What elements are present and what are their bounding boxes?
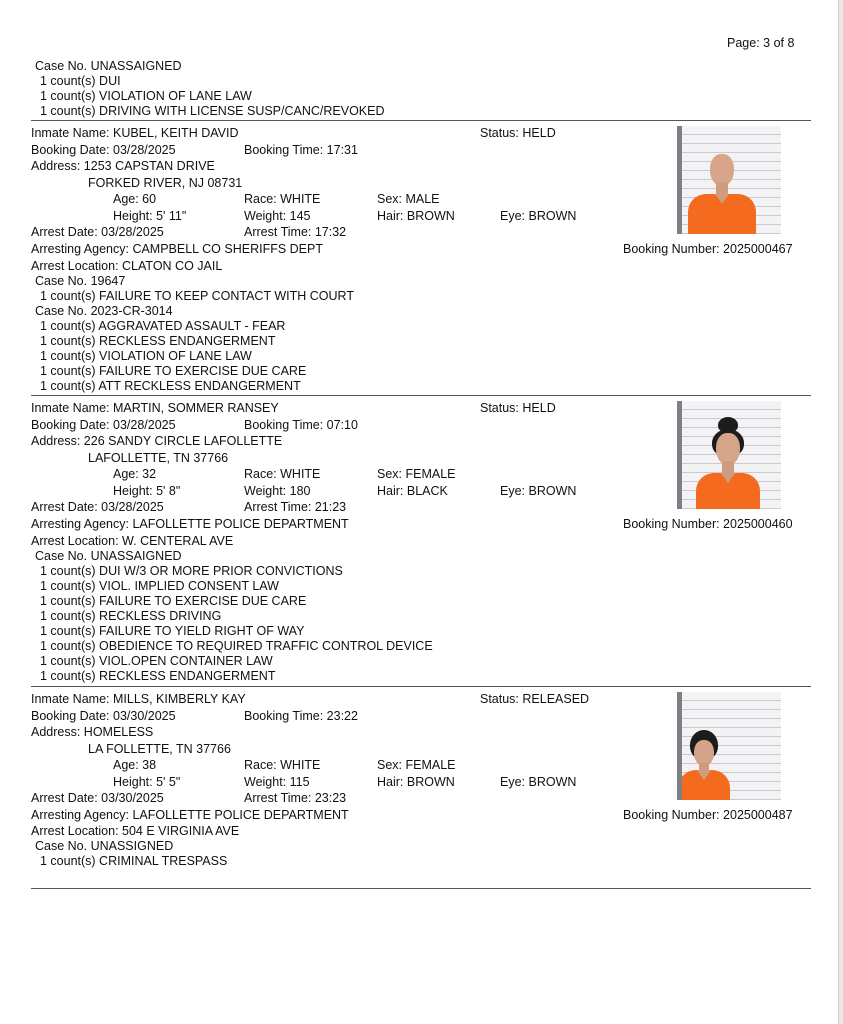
address-line-1: Address: 1253 CAPSTAN DRIVE <box>31 159 215 173</box>
case-number: Case No. 2023-CR-3014 <box>35 304 173 318</box>
race: Race: WHITE <box>244 758 321 772</box>
arrest-time: Arrest Time: 23:23 <box>244 791 347 805</box>
charge-line: 1 count(s) RECKLESS DRIVING <box>40 609 222 623</box>
arrest-date: Arrest Date: 03/28/2025 <box>31 225 164 239</box>
arrest-location: Arrest Location: CLATON CO JAIL <box>31 259 223 273</box>
charge-line: 1 count(s) FAILURE TO YIELD RIGHT OF WAY <box>40 624 305 638</box>
continued-charge: 1 count(s) DRIVING WITH LICENSE SUSP/CANC/REVOKED <box>40 104 385 118</box>
weight: Weight: 180 <box>244 484 311 498</box>
address-line-2: LAFOLLETTE, TN 37766 <box>88 451 229 465</box>
charge-line: 1 count(s) FAILURE TO KEEP CONTACT WITH COURT <box>40 289 354 303</box>
eye: Eye: BROWN <box>500 484 577 498</box>
arresting-agency: Arresting Agency: LAFOLLETTE POLICE DEPARTMENT <box>31 808 349 822</box>
booking-number: Booking Number: 2025000467 <box>623 242 793 256</box>
inmate-status: Status: RELEASED <box>480 692 590 706</box>
mugshot-photo <box>677 692 781 800</box>
age: Age: 60 <box>113 192 157 206</box>
address-line-2: FORKED RIVER, NJ 08731 <box>88 176 243 190</box>
hair: Hair: BROWN <box>377 775 455 789</box>
weight: Weight: 115 <box>244 775 310 789</box>
inmate-name: Inmate Name: KUBEL, KEITH DAVID <box>31 126 239 140</box>
arrest-date: Arrest Date: 03/28/2025 <box>31 500 164 514</box>
eye: Eye: BROWN <box>500 209 577 223</box>
inmate-status: Status: HELD <box>480 126 556 140</box>
hair: Hair: BLACK <box>377 484 448 498</box>
arrest-time: Arrest Time: 17:32 <box>244 225 347 239</box>
record-divider <box>31 120 811 121</box>
height: Height: 5' 11" <box>113 209 187 223</box>
address-line-1: Address: 226 SANDY CIRCLE LAFOLLETTE <box>31 434 283 448</box>
inmate-name: Inmate Name: MARTIN, SOMMER RANSEY <box>31 401 279 415</box>
booking-date: Booking Date: 03/30/2025 <box>31 709 176 723</box>
charge-line: 1 count(s) VIOLATION OF LANE LAW <box>40 349 252 363</box>
race: Race: WHITE <box>244 467 321 481</box>
booking-date: Booking Date: 03/28/2025 <box>31 418 176 432</box>
arrest-location: Arrest Location: W. CENTERAL AVE <box>31 534 234 548</box>
record-divider <box>31 686 811 687</box>
record-divider <box>31 888 811 889</box>
booking-time: Booking Time: 17:31 <box>244 143 358 157</box>
charge-line: 1 count(s) FAILURE TO EXERCISE DUE CARE <box>40 364 307 378</box>
charge-line: 1 count(s) OBEDIENCE TO REQUIRED TRAFFIC CONTROL DEVICE <box>40 639 433 653</box>
hair: Hair: BROWN <box>377 209 455 223</box>
weight: Weight: 145 <box>244 209 311 223</box>
race: Race: WHITE <box>244 192 321 206</box>
charge-line: 1 count(s) RECKLESS ENDANGERMENT <box>40 669 276 683</box>
charge-line: 1 count(s) DUI W/3 OR MORE PRIOR CONVICTIONS <box>40 564 343 578</box>
charge-line: 1 count(s) CRIMINAL TRESPASS <box>40 854 228 868</box>
booking-time: Booking Time: 23:22 <box>244 709 358 723</box>
height: Height: 5' 8" <box>113 484 181 498</box>
continued-charge: 1 count(s) DUI <box>40 74 121 88</box>
arrest-date: Arrest Date: 03/30/2025 <box>31 791 164 805</box>
arrest-time: Arrest Time: 21:23 <box>244 500 347 514</box>
sex: Sex: MALE <box>377 192 440 206</box>
charge-line: 1 count(s) ATT RECKLESS ENDANGERMENT <box>40 379 301 393</box>
sex: Sex: FEMALE <box>377 758 456 772</box>
eye: Eye: BROWN <box>500 775 577 789</box>
arresting-agency: Arresting Agency: LAFOLLETTE POLICE DEPARTMENT <box>31 517 349 531</box>
booking-time: Booking Time: 07:10 <box>244 418 358 432</box>
charge-line: 1 count(s) VIOL.OPEN CONTAINER LAW <box>40 654 273 668</box>
age: Age: 38 <box>113 758 157 772</box>
case-number: Case No. UNASSIGNED <box>35 839 174 853</box>
arrest-location: Arrest Location: 504 E VIRGINIA AVE <box>31 824 240 838</box>
booking-number: Booking Number: 2025000487 <box>623 808 793 822</box>
address-line-2: LA FOLLETTE, TN 37766 <box>88 742 231 756</box>
age: Age: 32 <box>113 467 157 481</box>
page-number: Page: 3 of 8 <box>727 36 795 50</box>
record-divider <box>31 395 811 396</box>
arresting-agency: Arresting Agency: CAMPBELL CO SHERIFFS DEPT <box>31 242 323 256</box>
charge-line: 1 count(s) RECKLESS ENDANGERMENT <box>40 334 276 348</box>
case-number: Case No. UNASSAIGNED <box>35 549 182 563</box>
continued-case-number: Case No. UNASSAIGNED <box>35 59 182 73</box>
booking-date: Booking Date: 03/28/2025 <box>31 143 176 157</box>
sex: Sex: FEMALE <box>377 467 456 481</box>
inmate-status: Status: HELD <box>480 401 556 415</box>
continued-charge: 1 count(s) VIOLATION OF LANE LAW <box>40 89 252 103</box>
charge-line: 1 count(s) FAILURE TO EXERCISE DUE CARE <box>40 594 307 608</box>
charge-line: 1 count(s) VIOL. IMPLIED CONSENT LAW <box>40 579 279 593</box>
mugshot-photo <box>677 126 781 234</box>
address-line-1: Address: HOMELESS <box>31 725 154 739</box>
case-number: Case No. 19647 <box>35 274 126 288</box>
height: Height: 5' 5" <box>113 775 181 789</box>
inmate-name: Inmate Name: MILLS, KIMBERLY KAY <box>31 692 246 706</box>
charge-line: 1 count(s) AGGRAVATED ASSAULT - FEAR <box>40 319 286 333</box>
booking-number: Booking Number: 2025000460 <box>623 517 793 531</box>
mugshot-photo <box>677 401 781 509</box>
